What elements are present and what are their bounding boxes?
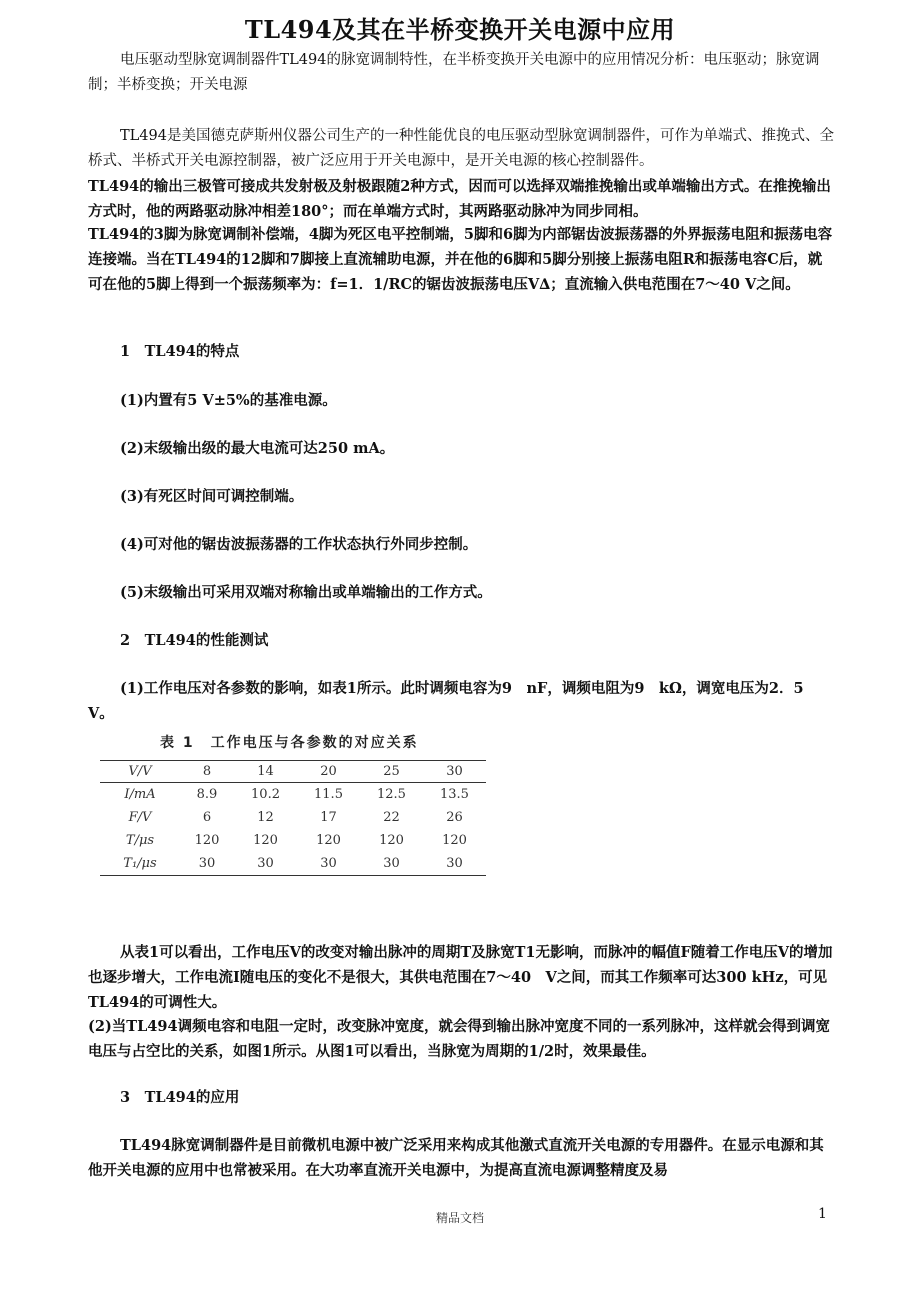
table-cell: 120: [379, 833, 404, 848]
table-cell: 30: [257, 856, 274, 871]
table-cell: 8.9: [196, 787, 218, 802]
table-header-label: V/V: [100, 761, 180, 783]
intro-paragraph-1: TL494是美国德克萨斯州仪器公司生产的一种性能优良的电压驱动型脉宽调制器件，可作为单端式、推挽式、全桥式、半桥式开关电源控制器，被广泛应用于开关电源中，是开关电源的核心控制器件。: [88, 128, 834, 169]
feature-item: (5)末级输出可采用双端对称输出或单端输出的工作方式。: [120, 584, 492, 601]
table-cell: 120: [316, 833, 341, 848]
row-label: T₁/μs: [123, 856, 157, 871]
row-label: F/V: [128, 810, 152, 825]
application-paragraph: TL494脉宽调制器件是目前微机电源中被广泛采用来构成其他激式直流开关电源的专用器件。在显示电源和其他开关电源的应用中也常被采用。在大功率直流开关电源中，为提高直流电源调整精度及易: [88, 1137, 824, 1179]
abstract-paragraph: 电压驱动型脉宽调制器件TL494的脉宽调制特性，在半桥变换开关电源中的应用情况分析：电压驱动；脉宽调制；半桥变换；开关电源: [88, 52, 820, 93]
table-header-cell: 8: [180, 761, 234, 783]
feature-item: (1)内置有5 V±5%的基准电源。: [120, 392, 337, 409]
test-paragraph-3: (2)当TL494调频电容和电阻一定时，改变脉冲宽度，就会得到输出脉冲宽度不同的一系列脉冲，这样就会得到调宽电压与占空比的关系，如图1所示。从图1可以看出，当脉宽为周期的1/2时，效果最佳。: [88, 1018, 831, 1060]
feature-item: (3)有死区时间可调控制端。: [120, 488, 304, 505]
feature-item: (4)可对他的锯齿波振荡器的工作状态执行外同步控制。: [120, 536, 478, 553]
table-cell: 12.5: [377, 787, 406, 802]
table-cell: 30: [446, 856, 463, 871]
table-header-cell: 30: [423, 761, 486, 783]
table-cell: 30: [383, 856, 400, 871]
row-label: I/mA: [124, 787, 156, 802]
section-1-heading: 1 TL494的特点: [120, 343, 240, 360]
table-1-figure: [88, 728, 492, 884]
feature-item: (2)末级输出级的最大电流可达250 mA。: [120, 440, 395, 457]
footer-text: 精品文档: [435, 1211, 484, 1225]
table-cell: 6: [202, 810, 212, 825]
table-header-cell: 25: [360, 761, 423, 783]
document-title: TL494及其在半桥变换开关电源中应用: [244, 15, 676, 44]
table-caption: 表 1 工作电压与各参数的对应关系: [160, 735, 419, 751]
table-cell: 10.2: [251, 787, 280, 802]
table-cell: 120: [253, 833, 278, 848]
table-cell: 120: [194, 833, 220, 848]
table-row: [100, 783, 486, 807]
table-cell: 26: [446, 810, 463, 825]
parameter-table: [100, 760, 486, 876]
table-header-cell: 20: [297, 761, 360, 783]
table-cell: 30: [320, 856, 337, 871]
section-3-heading: 3 TL494的应用: [120, 1089, 240, 1106]
table-row: [100, 852, 486, 876]
table-cell: 13.5: [440, 787, 469, 802]
intro-paragraph-2: TL494的输出三极管可接成共发射极及射极跟随2种方式，因而可以选择双端推挽输出或单端输出方式。在推挽输出方式时，他的两路驱动脉冲相差180°；而在单端方式时，其两路驱动脉冲为同步同相。: [88, 178, 831, 220]
table-cell: 12: [257, 810, 274, 825]
table-cell: 17: [320, 810, 337, 825]
table-header-row: [100, 761, 486, 783]
test-paragraph-2: 从表1可以看出，工作电压V的改变对输出脉冲的周期T及脉宽T1无影响，而脉冲的幅值F随着工作电压V的增加也逐步增大，工作电流I随电压的变化不是很大，其供电范围在7～40 V之间，而其工作频率可达300 kHz，可见TL494的可调性大。: [88, 944, 833, 1011]
table-row: [100, 829, 486, 852]
table-cell: 120: [442, 833, 467, 848]
table-header-cell: 14: [234, 761, 297, 783]
table-cell: 22: [383, 810, 400, 825]
test-paragraph-1: (1)工作电压对各参数的影响，如表1所示。此时调频电容为9 nF，调频电阻为9 kΩ，调宽电压为2．5 V。: [88, 680, 804, 722]
row-label: T/μs: [125, 833, 155, 848]
page-number: 1: [818, 1206, 827, 1222]
section-2-heading: 2 TL494的性能测试: [120, 632, 269, 649]
table-cell: 30: [198, 856, 216, 871]
table-row: [100, 806, 486, 829]
table-cell: 11.5: [314, 787, 343, 802]
intro-paragraph-3: TL494的3脚为脉宽调制补偿端，4脚为死区电平控制端，5脚和6脚为内部锯齿波振荡器的外界振荡电阻和振荡电容连接端。当在TL494的12脚和7脚接上直流辅助电源，并在他的6脚和5脚分别接上振荡电阻R和振荡电容C后，就可在他的5脚上得到一个振荡频率为：f=1．1/RC的锯齿波振荡电压V∆；直流输入供电范围在7～40 V之间。: [88, 226, 833, 293]
